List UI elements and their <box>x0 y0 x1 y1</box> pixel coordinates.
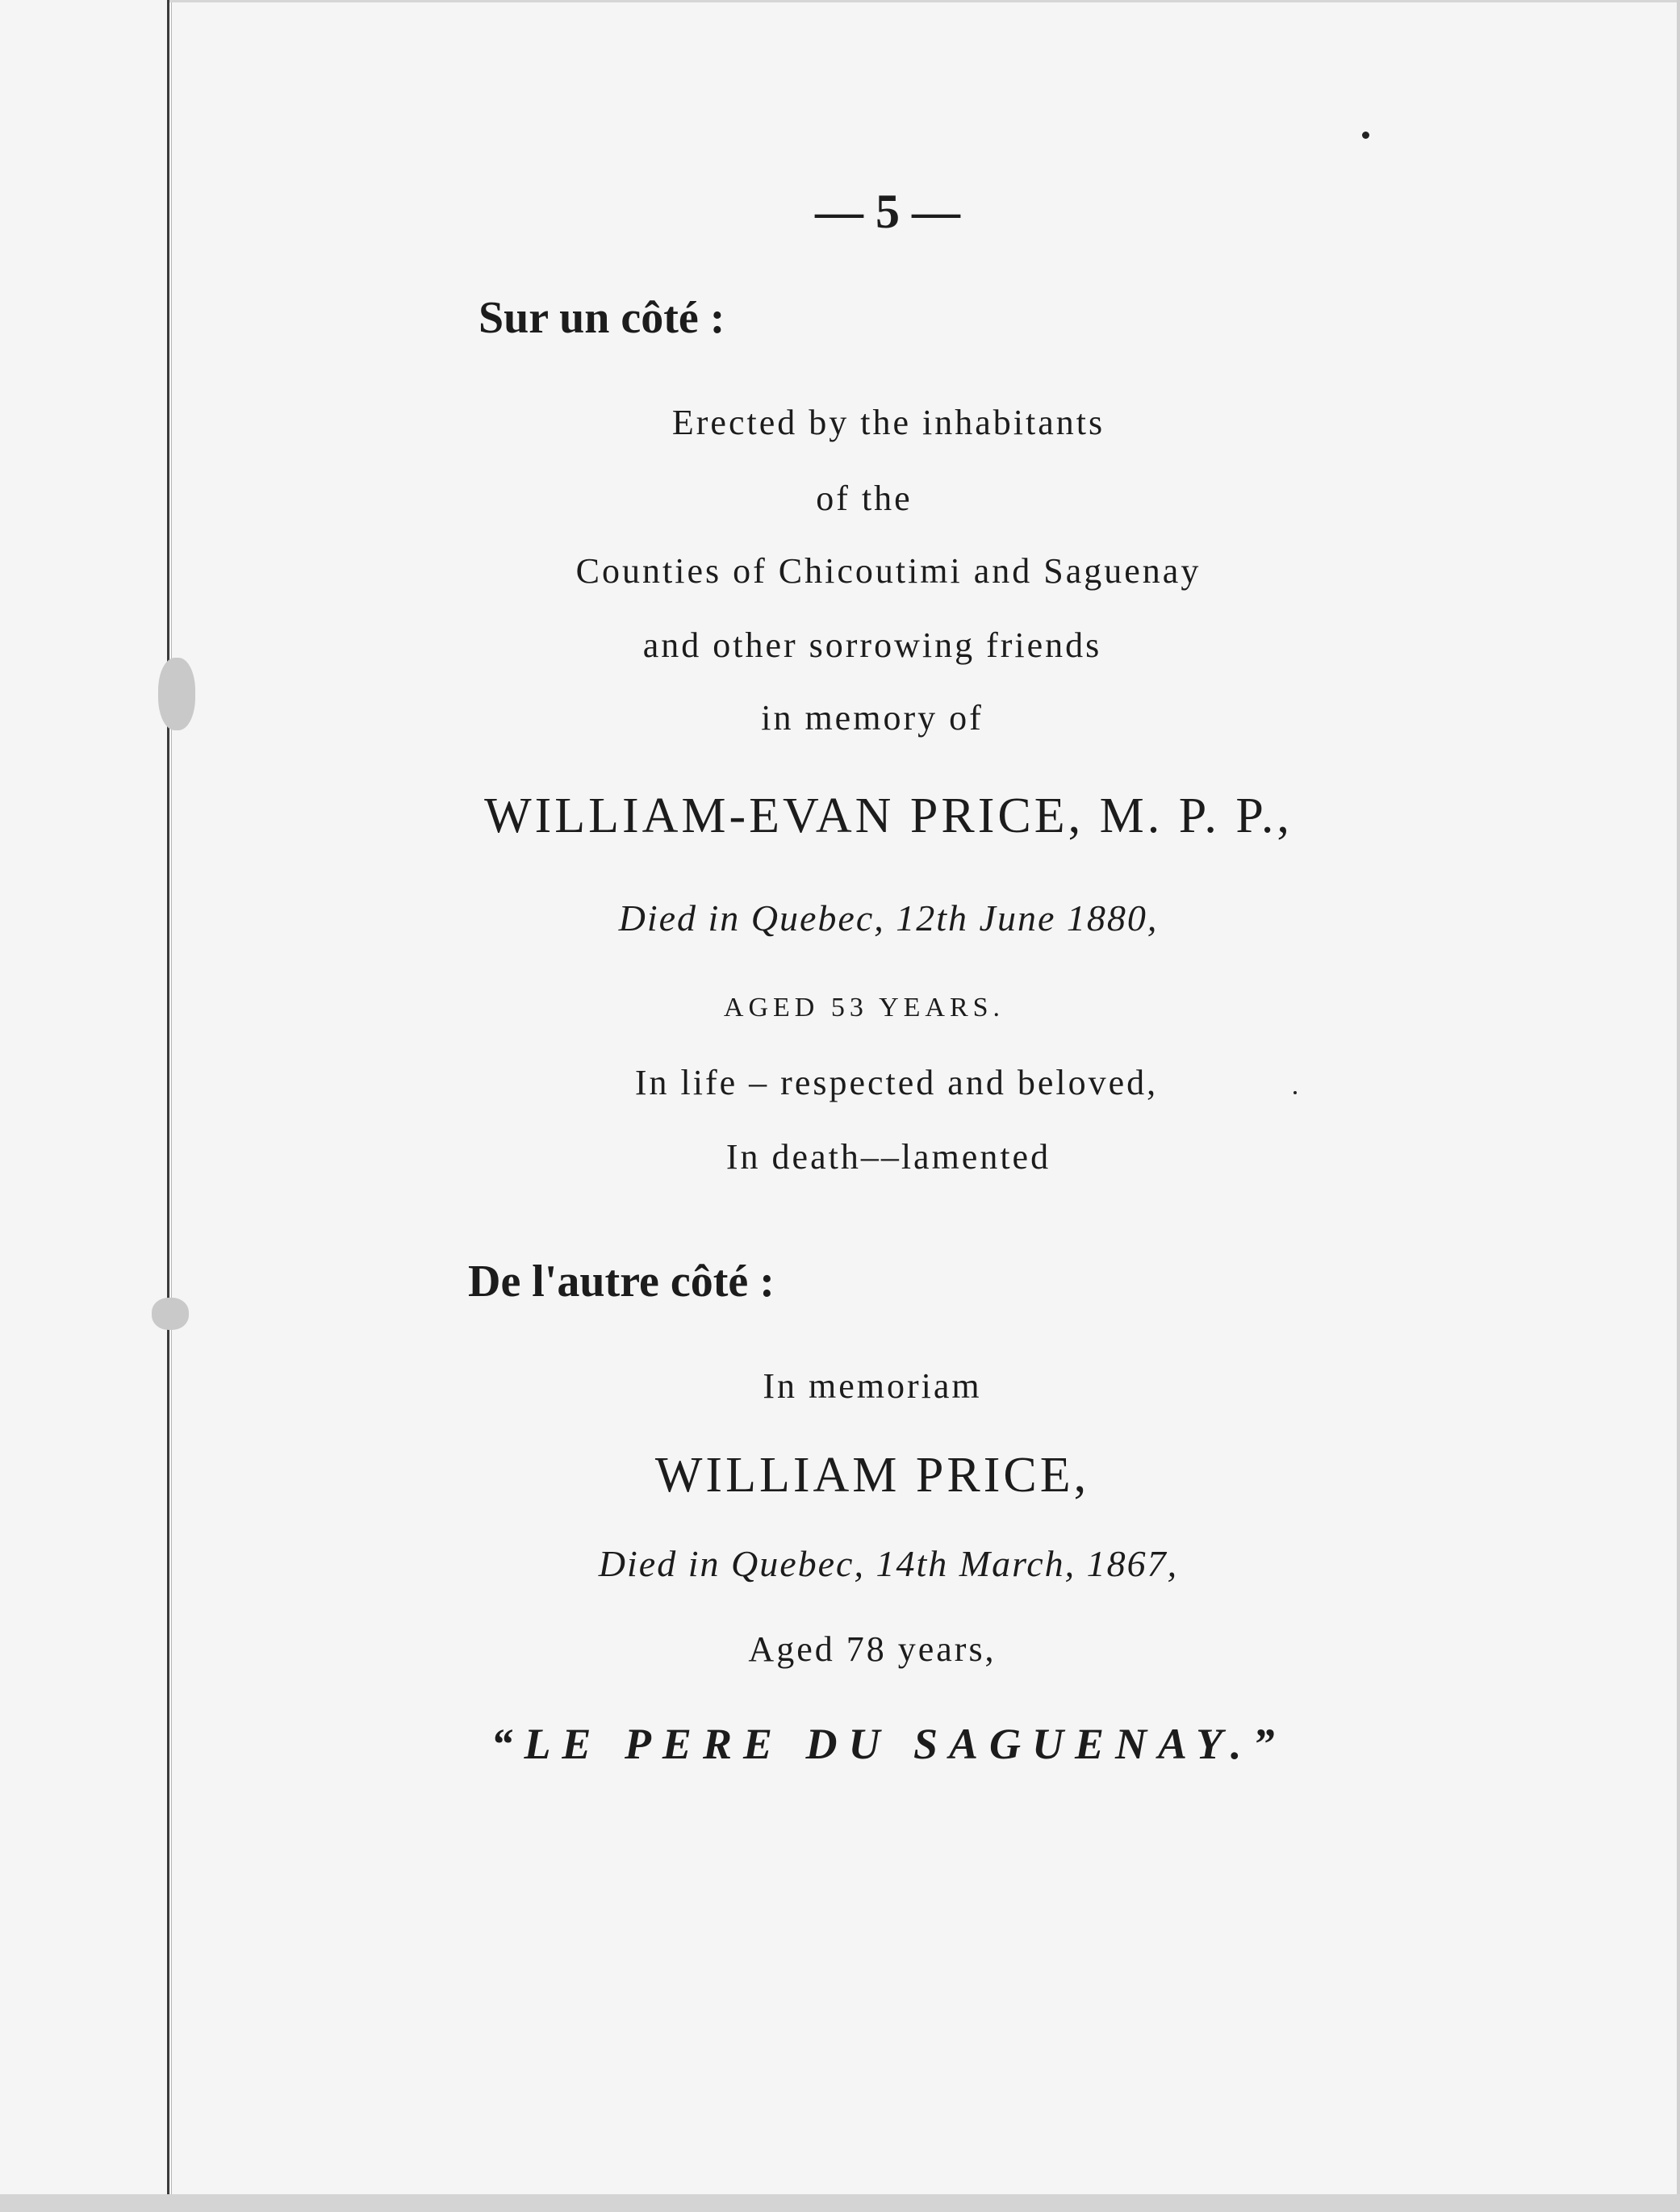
in-memoriam-line: In memoriam <box>763 1366 982 1406</box>
dedication-line-4: and other sorrowing friends <box>642 625 1102 665</box>
motto-le-pere-du-saguenay: “LE PERE DU SAGUENAY.” <box>491 1720 1286 1768</box>
binding-edge <box>167 0 169 2212</box>
deceased-name-william-evan-price: WILLIAM-EVAN PRICE, M. P. P., <box>484 788 1293 843</box>
age-line-53: AGED 53 YEARS. <box>723 993 1005 1022</box>
epitaph-line-1: In life – respected and beloved, <box>634 1063 1159 1102</box>
dedication-line-1: Erected by the inhabitants <box>671 403 1105 442</box>
epitaph-line-2: In death––lamented <box>725 1137 1051 1177</box>
bottom-edge <box>0 2194 1680 2212</box>
dedication-line-3: Counties of Chicoutimi and Saguenay <box>575 551 1201 591</box>
section-heading-one-side: Sur un côté : <box>479 293 725 343</box>
deceased-name-william-price: WILLIAM PRICE, <box>654 1448 1090 1503</box>
death-date-line-1867: Died in Quebec, 14th March, 1867, <box>598 1543 1179 1584</box>
dedication-line-5: in memory of <box>761 698 984 738</box>
section-heading-other-side: De l'autre côté : <box>468 1257 775 1307</box>
dedication-line-2: of the <box>816 479 913 518</box>
paper-stain <box>152 1298 189 1330</box>
right-edge <box>1677 0 1680 2212</box>
ink-speck <box>1362 132 1369 139</box>
age-line-78: Aged 78 years, <box>748 1629 997 1669</box>
binding-edge-shadow <box>171 0 172 2212</box>
page-number: — 5 — <box>815 185 960 238</box>
death-date-line-1880: Died in Quebec, 12th June 1880, <box>618 897 1159 939</box>
top-edge <box>169 0 1680 2</box>
